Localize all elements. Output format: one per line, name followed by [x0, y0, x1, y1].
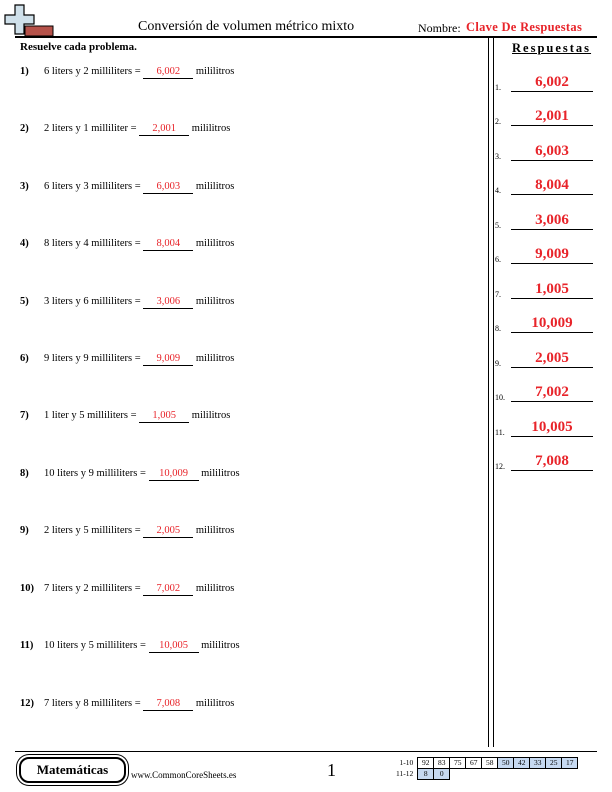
- problem-unit: mililitros: [195, 583, 235, 594]
- score-cell: 50: [498, 758, 514, 769]
- name-value: Clave De Respuestas: [466, 20, 583, 34]
- problem-item: [20, 238, 234, 251]
- answer-key-number: 2.: [495, 117, 501, 126]
- problem-unit: mililitros: [195, 66, 235, 77]
- answer-key-value: 9,009: [511, 245, 593, 264]
- problem-item: [20, 468, 240, 481]
- answer-key-item: [495, 451, 595, 471]
- problem-text: 2 liters y 1 milliliter =: [44, 123, 137, 134]
- answer-key-item: [495, 210, 595, 230]
- answer-blank: 7,008: [143, 698, 193, 711]
- answer-key-number: 1.: [495, 83, 501, 92]
- problem-number: 8): [20, 468, 29, 479]
- problem-number: 5): [20, 296, 29, 307]
- score-row: [396, 758, 578, 769]
- score-cell: 75: [450, 758, 466, 769]
- answer-key-item: [495, 417, 595, 437]
- answer-blank: 2,001: [139, 123, 189, 136]
- problem-unit: mililitros: [195, 353, 235, 364]
- problem-unit: mililitros: [201, 468, 240, 479]
- answer-key-item: [495, 382, 595, 402]
- problem-number: 10): [20, 583, 34, 594]
- problem-number: 3): [20, 181, 29, 192]
- answer-key-number: 11.: [495, 428, 505, 437]
- problem-unit: mililitros: [195, 296, 235, 307]
- answer-key-item: [495, 244, 595, 264]
- answer-key-item: [495, 72, 595, 92]
- problem-item: [20, 353, 234, 366]
- score-cell: 17: [562, 758, 578, 769]
- problem-text: 8 liters y 4 milliliters =: [44, 238, 141, 249]
- problem-unit: mililitros: [195, 525, 235, 536]
- answer-blank: 1,005: [139, 410, 189, 423]
- answer-key-value: 7,008: [511, 452, 593, 471]
- problem-text: 6 liters y 3 milliliters =: [44, 181, 141, 192]
- score-cell: 42: [514, 758, 530, 769]
- problem-number: 6): [20, 353, 29, 364]
- score-cell: 67: [466, 758, 482, 769]
- answer-blank: 10,009: [149, 468, 199, 481]
- score-cell: 92: [418, 758, 434, 769]
- answer-blank: 6,003: [143, 181, 193, 194]
- problem-text: 10 liters y 9 milliliters =: [44, 468, 146, 479]
- problem-unit: mililitros: [201, 640, 240, 651]
- problem-text: 7 liters y 2 milliliters =: [44, 583, 141, 594]
- score-cell: 8: [418, 769, 434, 780]
- name-label: Nombre:: [418, 21, 461, 35]
- problem-number: 11): [20, 640, 34, 651]
- answer-key-number: 7.: [495, 290, 501, 299]
- answer-key-value: 6,003: [511, 142, 593, 161]
- answer-key-value: 10,005: [511, 418, 593, 437]
- problem-item: [20, 640, 240, 653]
- problem-item: [20, 181, 234, 194]
- answer-key-item: [495, 348, 595, 368]
- problem-text: 10 liters y 5 milliliters =: [44, 640, 146, 651]
- problem-number: 7): [20, 410, 29, 421]
- problem-number: 9): [20, 525, 29, 536]
- problem-text: 6 liters y 2 milliliters =: [44, 66, 141, 77]
- answer-blank: 2,005: [143, 525, 193, 538]
- answer-key-value: 6,002: [511, 73, 593, 92]
- answer-key-number: 9.: [495, 359, 501, 368]
- problem-text: 9 liters y 9 milliliters =: [44, 353, 141, 364]
- problem-unit: mililitros: [191, 410, 231, 421]
- answer-key-value: 3,006: [511, 211, 593, 230]
- score-row-label: 11-12: [396, 769, 414, 778]
- problem-item: [20, 410, 230, 423]
- footer-rule: [15, 751, 597, 752]
- answer-key-number: 6.: [495, 255, 501, 264]
- answer-key-value: 10,009: [511, 314, 593, 333]
- score-cell: 83: [434, 758, 450, 769]
- answer-blank: 10,005: [149, 640, 199, 653]
- problem-item: [20, 583, 234, 596]
- score-cell: 25: [546, 758, 562, 769]
- answer-key-item: [495, 279, 595, 299]
- problem-text: 7 liters y 8 milliliters =: [44, 698, 141, 709]
- score-table: [396, 757, 578, 780]
- problem-item: [20, 296, 234, 309]
- problem-item: [20, 698, 234, 711]
- problem-text: 3 liters y 6 milliliters =: [44, 296, 141, 307]
- answer-key-number: 4.: [495, 186, 501, 195]
- score-cell: 58: [482, 758, 498, 769]
- answer-key-number: 12.: [495, 462, 505, 471]
- answer-blank: 8,004: [143, 238, 193, 251]
- score-cell: 0: [434, 769, 450, 780]
- column-divider: [488, 38, 494, 747]
- answer-key-item: [495, 141, 595, 161]
- answer-key-item: [495, 175, 595, 195]
- problem-item: [20, 66, 234, 79]
- answer-key-number: 3.: [495, 152, 501, 161]
- plus-minus-logo-icon: [3, 4, 55, 38]
- score-row-label: 1-10: [399, 758, 414, 767]
- worksheet-title: Conversión de volumen métrico mixto: [138, 19, 355, 34]
- answer-key-item: [495, 106, 595, 126]
- answer-key-item: [495, 313, 595, 333]
- problem-number: 12): [20, 698, 34, 709]
- problem-unit: mililitros: [195, 238, 235, 249]
- answer-key-number: 5.: [495, 221, 501, 230]
- problem-text: 2 liters y 5 milliliters =: [44, 525, 141, 536]
- answer-key-value: 1,005: [511, 280, 593, 299]
- answer-key-value: 8,004: [511, 176, 593, 195]
- problem-number: 1): [20, 66, 29, 77]
- answer-key-value: 7,002: [511, 383, 593, 402]
- problem-item: [20, 123, 230, 136]
- answer-key-title: Respuestas: [512, 41, 592, 55]
- header-rule: [15, 36, 597, 38]
- problem-unit: mililitros: [191, 123, 231, 134]
- answer-blank: 6,002: [143, 66, 193, 79]
- instructions: Resuelve cada problema.: [20, 41, 137, 53]
- score-row: [396, 769, 578, 780]
- problem-number: 4): [20, 238, 29, 249]
- site-url: www.CommonCoreSheets.es: [131, 770, 237, 780]
- problem-unit: mililitros: [195, 698, 235, 709]
- answer-key-value: 2,001: [511, 107, 593, 126]
- answer-blank: 9,009: [143, 353, 193, 366]
- answer-key-number: 8.: [495, 324, 501, 333]
- problem-unit: mililitros: [195, 181, 235, 192]
- score-cell: 33: [530, 758, 546, 769]
- answer-blank: 7,002: [143, 583, 193, 596]
- problem-number: 2): [20, 123, 29, 134]
- brand-badge: Matemáticas: [19, 757, 126, 783]
- page-number: 1: [327, 760, 336, 780]
- answer-key-number: 10.: [495, 393, 505, 402]
- problem-text: 1 liter y 5 milliliters =: [44, 410, 137, 421]
- answer-key-value: 2,005: [511, 349, 593, 368]
- problem-item: [20, 525, 234, 538]
- answer-blank: 3,006: [143, 296, 193, 309]
